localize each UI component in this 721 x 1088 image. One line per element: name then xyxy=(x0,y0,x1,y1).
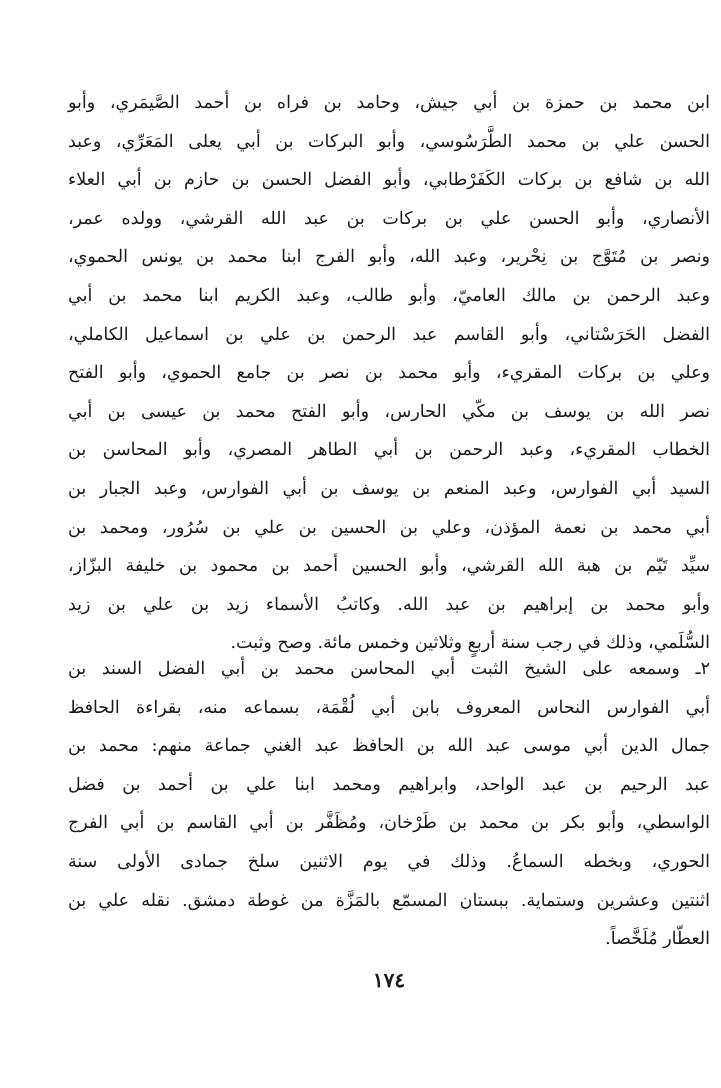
text-line: اثنتين وعشرين وستماية. ببستان المسمّع بالمَزَّة من غوطة دمشق. نقله علي بن xyxy=(68,890,710,911)
text-line: الفضل الحَرَسْتاني، وأبو القاسم عبد الرحمن بن علي بن اسماعيل الكاملي، xyxy=(68,324,710,345)
paragraph-2 xyxy=(68,650,710,959)
text-line: سيِّد تَيّم بن هبة الله القرشي، وأبو الحسين أحمد بن محمود بن خليفة البزّاز، xyxy=(68,556,710,577)
text-line: وعلي بن بركات المقريء، وأبو محمد بن نصر بن جامع الحموي، وأبو الفتح xyxy=(68,363,710,384)
text-line: أبي الفوارس النحاس المعروف بابن أبي لُقْمَة، بسماعه منه، بقراءة الحافظ xyxy=(68,697,710,718)
text-line: السيد أبي الفوارس، وعبد المنعم بن يوسف بن أبي الفوارس، وعبد الجبار بن xyxy=(68,478,710,499)
text-line: العطّار مُلَخَّصاً. xyxy=(605,929,710,950)
text-line: ٢ـ وسمعه على الشيخ الثبت أبي المحاسن محمد بن أبي الفضل السند بن xyxy=(68,659,710,679)
paragraph-1 xyxy=(68,84,710,663)
text-line: الخطاب المقريء، وعبد الرحمن بن أبي الطاهر المصري، وأبو المحاسن بن xyxy=(68,440,710,461)
text-line: أبي محمد بن نعمة المؤذن، وعلي بن الحسين بن علي بن سُرُور، ومحمد بن xyxy=(68,517,710,538)
text-line: الأنصاري، وأبو الحسن علي بن بركات بن عبد الله القرشي، وولده عمر، xyxy=(68,208,710,229)
page-number: ١٧٤ xyxy=(372,968,406,992)
text-line: جمال الدين أبي موسى عبد الله بن الحافظ عبد الغني جماعة منهم: محمد بن xyxy=(68,736,710,757)
text-line: الحسن علي بن محمد الطَّرَسُوسي، وأبو البركات بن أبي يعلى المَعَرِّي، وعبد xyxy=(68,131,710,152)
text-line: ونصر بن مُتَوَّج بن نِحْرير، وعبد الله، وأبو الفرج ابنا محمد بن يونس الحموي، xyxy=(68,247,710,268)
text-line: نصر الله بن يوسف بن مكّي الحارس، وأبو الفتح محمد بن عيسى بن أبي xyxy=(68,401,710,422)
text-line: السُّلَمي، وذلك في رجب سنة أربعٍ وثلاثين وخمس مائة. وصح وثبت. xyxy=(230,633,710,654)
text-line: عبد الرحيم بن عبد الواحد، وابراهيم ومحمد ابنا علي بن أحمد بن فضل xyxy=(68,774,710,795)
text-line: وعبد الرحمن بن مالك العاميّ، وأبو طالب، وعبد الكريم ابنا محمد بن أبي xyxy=(68,285,710,306)
text-line: وأبو محمد بن إبراهيم بن عبد الله. وكاتبُ الأسماء زيد بن علي بن زيد xyxy=(68,594,710,615)
text-line: ابن محمد بن حمزة بن أبي جيش، وحامد بن فراه بن أحمد الصَّيمَري، وأبو xyxy=(68,93,710,113)
text-line: الحوري، وبخطه السماعُ. وذلك في يوم الاثنين سلخ جمادى الأولى سنة xyxy=(68,851,710,872)
text-line: الواسطي، وأبو بكر بن محمد بن طَرْخان، ومُظَفَّر بن أبي القاسم بن أبي الفرج xyxy=(68,813,710,834)
text-line: الله بن شافع بن بركات الكَفَرْطابي، وأبو الفضل الحسن بن حازم بن أبي العلاء xyxy=(68,170,710,191)
book-page xyxy=(68,84,710,1074)
